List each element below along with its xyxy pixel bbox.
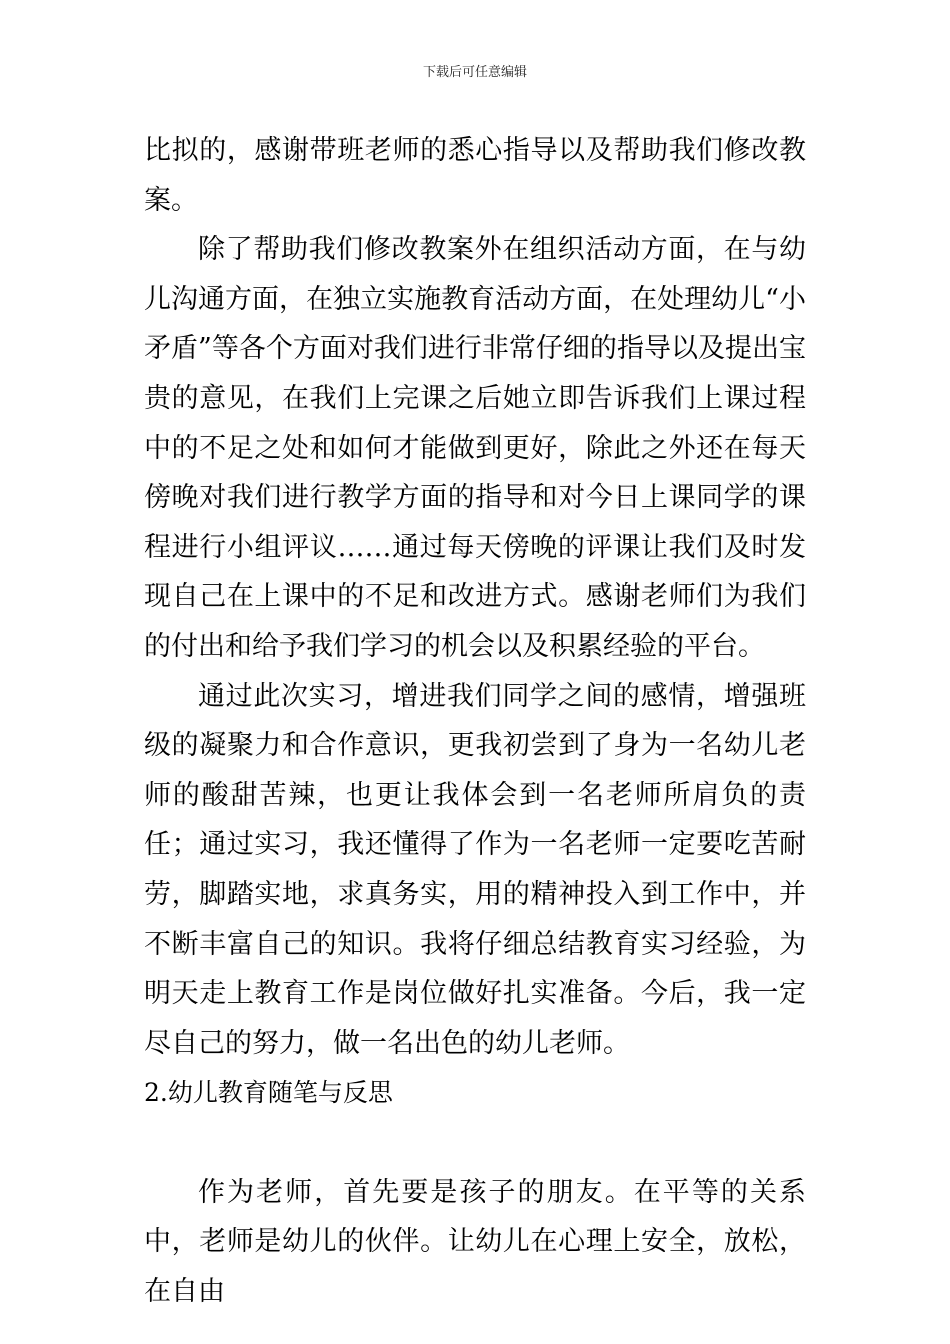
paragraph-teacher-guidance: 除了帮助我们修改教案外在组织活动方面，在与幼儿沟通方面，在独立实施教育活动方面，在处理幼儿“小矛盾”等各个方面对我们进行非常仔细的指导以及提出宝贵的意见，在我们上完课之后她立即告诉我们上课过程中的不足之处和如何才能做到更好，除此之外还在每天傍晚对我们进行教学方面的指导和对今日上课同学的课程进行小组评议……通过每天傍晚的评课让我们及时发现自己在上课中的不足和改进方式。感谢老师们为我们的付出和给予我们学习的机会以及积累经验的平台。 xyxy=(144,234,806,662)
paragraph-continued: 比拟的，感谢带班老师的悉心指导以及帮助我们修改教案。 xyxy=(144,135,806,216)
section-heading: 2.幼儿教育随笔与反思 xyxy=(144,1078,393,1108)
paragraph-teacher-as-friend: 作为老师，首先要是孩子的朋友。在平等的关系中，老师是幼儿的伙伴。让幼儿在心理上安全，放松，在自由 xyxy=(144,1176,806,1308)
document-body xyxy=(144,126,806,1317)
page-header-note: 下载后可任意编辑 xyxy=(422,65,527,80)
paragraph-internship-reflection: 通过此次实习，增进我们同学之间的感情，增强班级的凝聚力和合作意识，更我初尝到了身为一名幼儿老师的酸甜苦辣，也更让我体会到一名老师所肩负的责任；通过实习，我还懂得了作为一名老师一定要吃苦耐劳，脚踏实地，求真务实，用的精神投入到工作中，并不断丰富自己的知识。我将仔细总结教育实习经验，为明天走上教育工作是岗位做好扎实准备。今后，我一定尽自己的努力，做一名出色的幼儿老师。 xyxy=(144,680,806,1059)
blank-line xyxy=(144,1118,806,1168)
